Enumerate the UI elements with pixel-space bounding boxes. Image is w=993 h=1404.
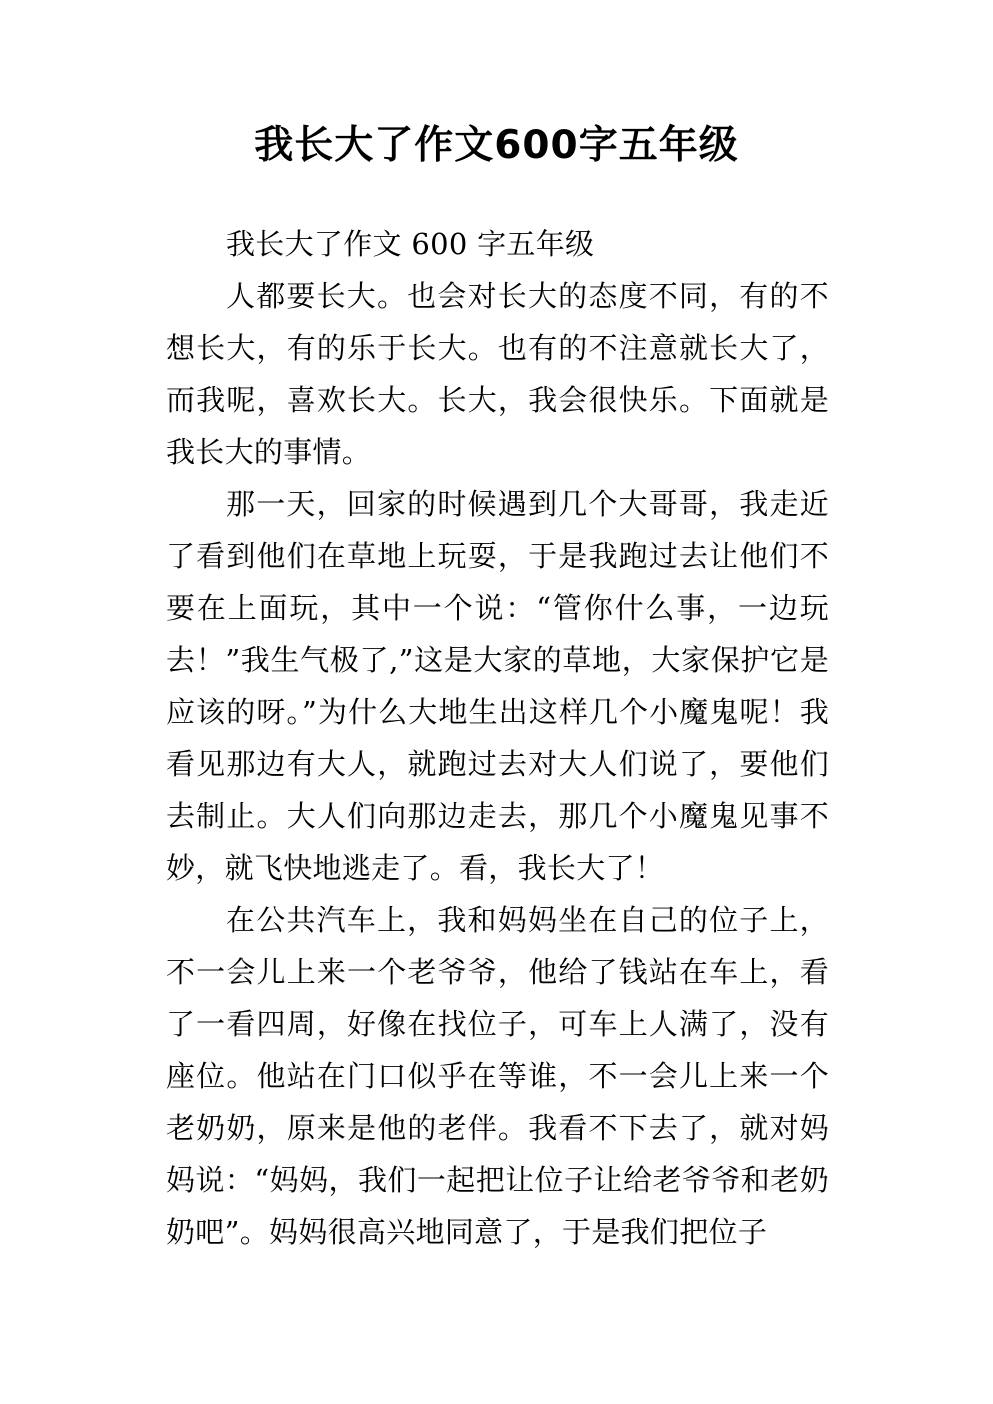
essay-body bbox=[166, 218, 829, 1258]
paragraph-bus-story: 在公共汽车上，我和妈妈坐在自己的位子上，不一会儿上来一个老爷爷，他给了钱站在车上，看了一看四周，好像在找位子，可车上人满了，没有座位。他站在门口似乎在等谁，不一会儿上来一个老奶奶，原来是他的老伴。我看不下去了，就对妈妈说：“妈妈，我们一起把让位子让给老爷爷和老奶奶吧”。妈妈很高兴地同意了，于是我们把位子 bbox=[166, 903, 829, 1249]
essay-subtitle: 我长大了作文 600 字五年级 bbox=[226, 227, 595, 261]
page-title: 我长大了作文600字五年级 bbox=[254, 123, 739, 168]
paragraph-intro: 人都要长大。也会对长大的态度不同，有的不想长大，有的乐于长大。也有的不注意就长大了，而我呢，喜欢长大。长大，我会很快乐。下面就是我长大的事情。 bbox=[166, 279, 829, 469]
paragraph-grass-story: 那一天，回家的时候遇到几个大哥哥，我走近了看到他们在草地上玩耍，于是我跑过去让他们不要在上面玩，其中一个说：“管你什么事，一边玩去！”我生气极了,”这是大家的草地，大家保护它是应该的呀。”为什么大地生出这样几个小魔鬼呢！我看见那边有大人，就跑过去对大人们说了，要他们去制止。大人们向那边走去，那几个小魔鬼见事不妙，就飞快地逃走了。看，我长大了！ bbox=[166, 487, 829, 885]
